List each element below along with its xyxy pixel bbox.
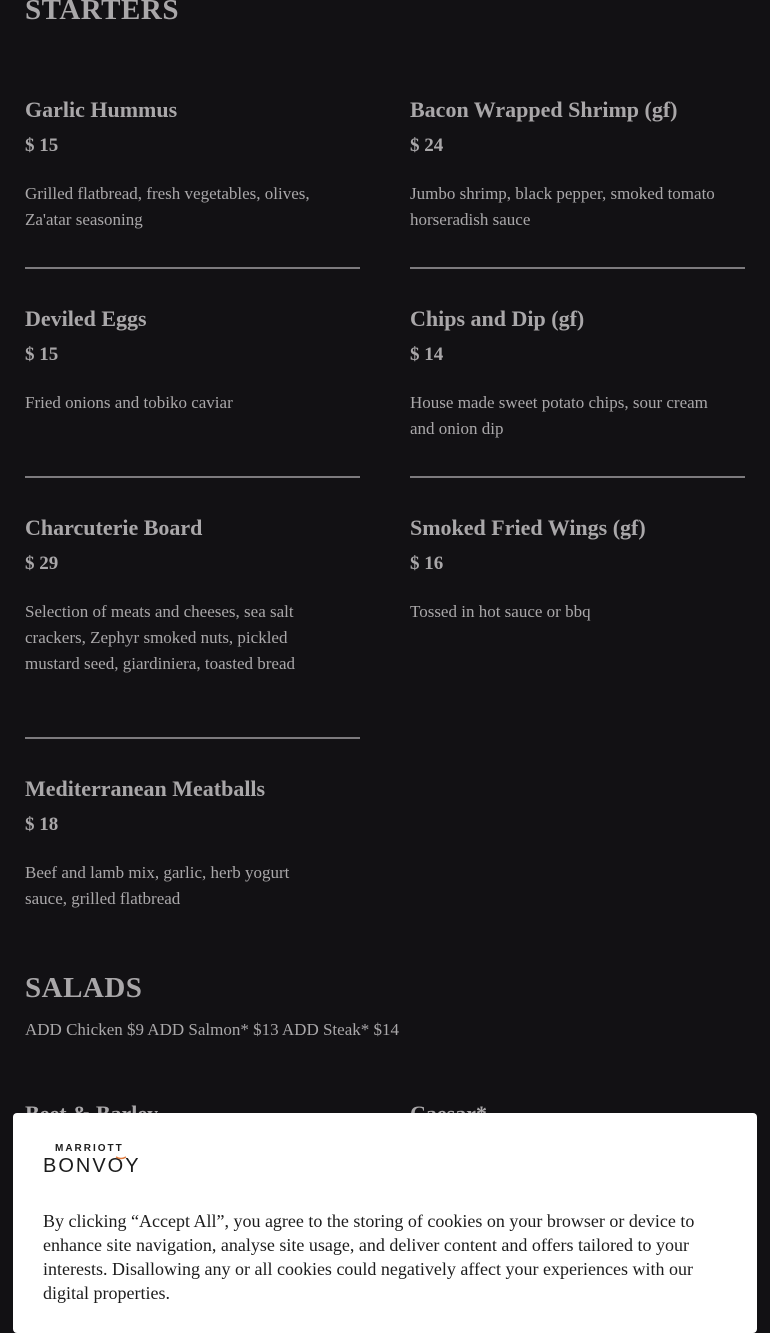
item-name: Garlic Hummus	[25, 97, 178, 122]
menu-item	[410, 305, 745, 442]
menu-item	[25, 775, 360, 912]
item-description: Jumbo shrimp, black pepper, smoked tomato horseradish sauce	[410, 184, 715, 229]
item-description: Tossed in hot sauce or bbq	[410, 602, 591, 621]
item-price: $ 18	[25, 814, 59, 835]
item-price: $ 24	[410, 135, 444, 156]
divider	[410, 267, 745, 269]
logo-bottom-text: BONVOY	[43, 1155, 141, 1177]
section-title-starters: STARTERS	[25, 0, 179, 26]
item-description: Beef and lamb mix, garlic, herb yogurt sauce, grilled flatbread	[25, 863, 290, 908]
item-description: Grilled flatbread, fresh vegetables, olives, Za'atar seasoning	[25, 184, 310, 229]
menu-item	[410, 514, 745, 625]
item-price: $ 15	[25, 344, 59, 365]
salads-addons: ADD Chicken $9 ADD Salmon* $13 ADD Steak* $14	[25, 1020, 399, 1039]
item-description: Fried onions and tobiko caviar	[25, 393, 233, 412]
item-price: $ 15	[25, 135, 59, 156]
item-description: House made sweet potato chips, sour cream and onion dip	[410, 393, 708, 438]
item-price: $ 29	[25, 553, 59, 574]
item-name: Smoked Fried Wings (gf)	[410, 515, 646, 540]
divider	[25, 737, 360, 739]
item-name: Chips and Dip (gf)	[410, 306, 585, 331]
item-name: Charcuterie Board	[25, 515, 203, 540]
marriott-bonvoy-logo	[43, 1143, 153, 1177]
item-name: Deviled Eggs	[25, 306, 147, 331]
section-title-salads: SALADS	[25, 972, 143, 1004]
menu-item	[410, 96, 745, 233]
item-description: Selection of meats and cheeses, sea salt crackers, Zephyr smoked nuts, pickled mustard seed, giardiniera, toasted bread	[25, 602, 296, 673]
menu-item	[25, 514, 360, 677]
logo-top-text: MARRIOTT	[55, 1143, 124, 1154]
divider	[25, 267, 360, 269]
item-name: Bacon Wrapped Shrimp (gf)	[410, 97, 678, 122]
cookie-banner	[13, 1113, 757, 1333]
menu-item	[25, 96, 360, 233]
menu-item	[25, 305, 360, 416]
item-name: Mediterranean Meatballs	[25, 776, 266, 801]
cookie-consent-text: By clicking “Accept All”, you agree to the storing of cookies on your browser or device to enhance site navigation, analyse site usage, and deliver content and offers tailored to your interests. Disallowing any or all cookies could negatively affect your experiences with our digital properties.	[43, 1211, 695, 1303]
item-price: $ 16	[410, 553, 444, 574]
logo-accent-icon	[115, 1156, 127, 1160]
divider	[25, 476, 360, 478]
divider	[410, 476, 745, 478]
item-price: $ 14	[410, 344, 444, 365]
